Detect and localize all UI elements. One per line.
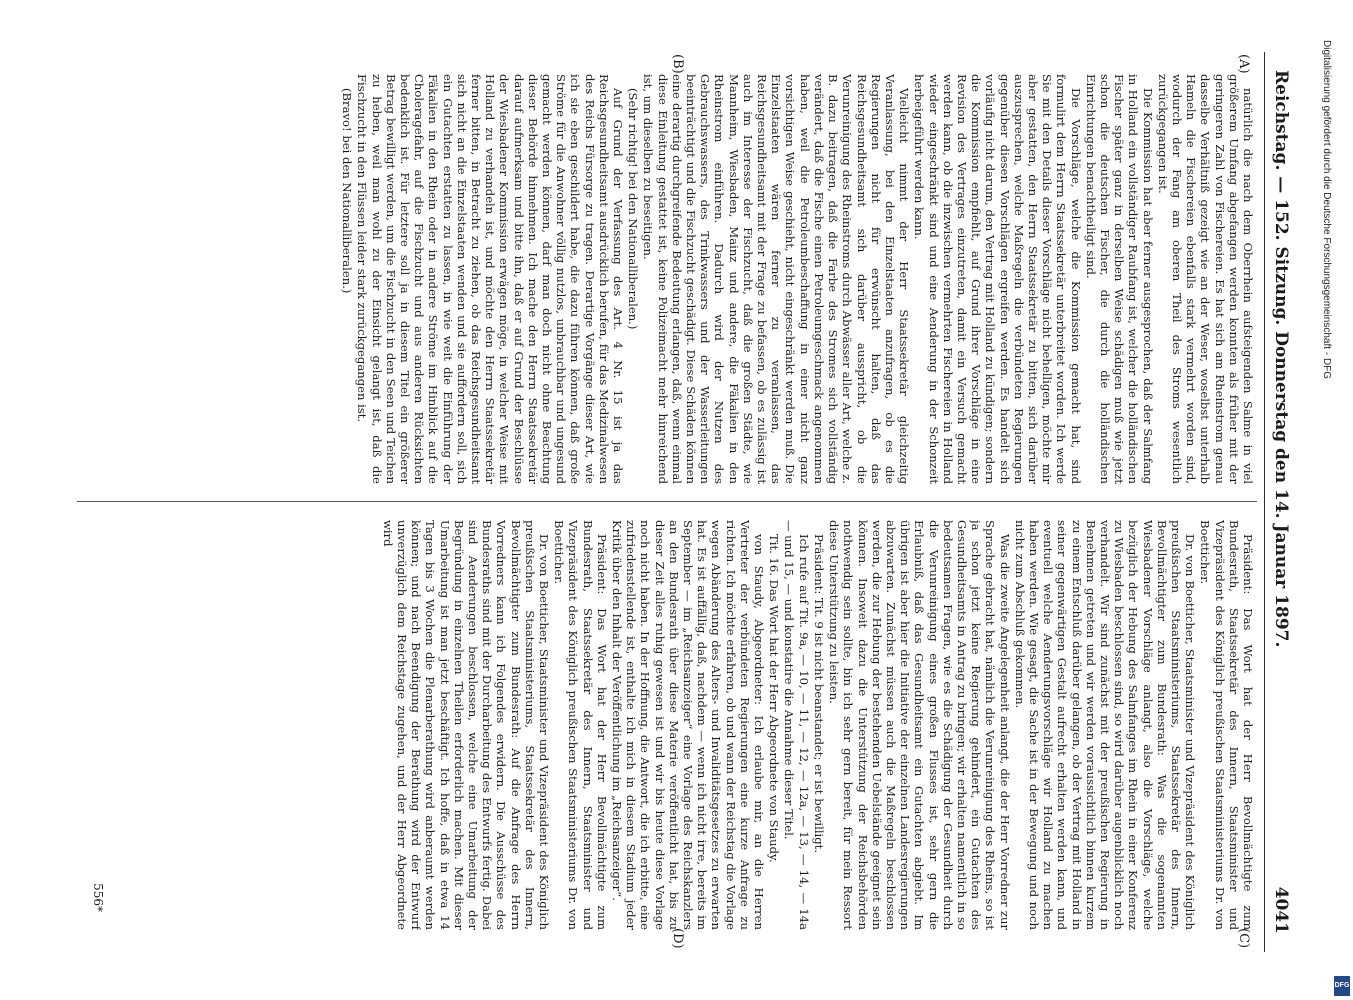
page-signature: 556* [91,883,105,912]
margin-marker-b: (B) [670,54,685,74]
paragraph: Präsident: Tit. 9 ist nicht beanstandet; er ist bewilligt. [811,534,826,854]
header-title: Reichstag. — 152. Sitzung. Donnerstag den 14. Januar 1897. [1271,70,1291,648]
paragraph: (Sehr richtig! bei den Nationalliberalen.) [626,88,641,330]
paragraph: Dr. von Boetticher, Staatsminister und Vizepräsident des Königlich preußischen Staatsministeriums, Staatssekretär des Innern, Bevollmächtigter zum Bundesrath: Was die sogenannten Wiesbadener Vorschläge anlangt, also die Vorschläge, welche bezüglich der Hebung des Salmfanges im Rhein in einer Konferenz zu Wiesbaden beschlossen sind, so wird darüber augenblicklich noch verhandelt. Wir sind zunächst mit der preußischen Regierung in Benehmen getreten und wir werden voraussichtlich binnen kurzem zu einem Entschluß darüber gelangen, ob der Vertrag mit Holland in seiner gegenwärtigen Gestalt aufrecht erhalten werden kann, und eventuell welche Aenderungsvorschläge wir Holland zu machen haben werden. Wie gesagt, die Sache ist in der Bewegung und noch nicht zum Abschluß gekommen. [1012,520,1198,930]
margin-marker-d: (D) [670,928,685,949]
paragraph: Ich rufe auf Tit. 9a, — 10, — 11, — 12, — 12a, — 13, — 14, — 14a — und 15, — und konstatire die Annahme dieser Titel. [782,520,811,930]
margin-marker-a: (A) [1236,54,1251,74]
paragraph: Präsident: Das Wort hat der Herr Bevollmächtigte zum Bundesrath, Staatssekretär des Innern, Staatsminister und Vizepräsident des Königlich preußischen Staatsministeriums Dr. von Boetticher. [1198,520,1255,930]
paragraph: von Staudy, Abgeordneter: Ich erlaube mir, an die Herren Vertreter der verbündeten Regierungen eine kurze Anfrage zu richten. Ich möchte erfahren, ob und wann der Reichstag die Vorlage wegen Abänderung des Alters- und Invaliditätsgesetzes zu erwarten hat. Es ist auffällig, daß, nachdem — wenn ich nicht irre, bereits im September — im „Reichsanzeiger“ eine Vorlage des Reichskanzlers an den Bundesrath über diese Materie veröffentlicht hat, bis zu dieser Zeit alles ruhig gewesen ist und wir bis heute diese Vorlage noch nicht haben. In der Hoffnung, die Antwort, die ich erbitte, eine zufriedenstellende ist, enthalte ich mich in diesem Stadium jeder Kritik über den Inhalt der Veröffentlichung im „Reichsanzeiger“. [610,520,767,930]
left-column [75,74,1255,484]
rotated-text-block [55,52,1295,952]
paragraph: Dr. von Boetticher, Staatsminister und Vizepräsident des Königlich preußischen Staatsministeriums, Staatssekretär des Innern, Bevollmächtigter zum Bundesrath: Auf die Anfrage des Herrn Vorredners kann ich Folgendes erwidern. Die Ausschüsse des Bundesraths sind mit der Durcharbeitung des Entwurfs fertig. Dabei sind Aenderungen beschlossen, welche eine Umarbeitung der Begründung in einzelnen Theilen erforderlich machen. Mit dieser Umarbeitung ist man jetzt beschäftigt. Ich hoffe, daß in etwa 14 Tagen bis 3 Wochen die Plenarberathung wird anberaumt werden können; und nach Beendigung der Berathung wird der Entwurf unverzüglich dem Reichstage zugehen, und der Herr Abgeordnete wird [380,520,552,930]
paragraph: Was die zweite Angelegenheit anlangt, die der Herr Vorredner zur Sprache gebracht hat, nämlich die Verunreinigung des Rheins, so ist ja schon jetzt keine Regierung gehindert, ein Gutachten des Gesundheitsamts in Antrag zu bringen; wir erhalten namentlich in so bedeutsamen Fragen, wie es die Schädigung der Gesundheit durch die Verunreinigung eines großen Flusses ist, sehr gern die Erlaubniß, daß das Gesundheitsamt ein Gutachten abgiebt. Im übrigen ist aber hier die Initiative der einzelnen Landesregierungen abzuwarten. Zunächst müssen auch die Maßregeln beschlossen werden, die zur Hebung der bestehenden Uebelstände geeignet sein können. Insoweit dazu die Unterstützung der Reichsbehörden nothwendig sein sollte, bin ich sehr gern bereit, für mein Ressort diese Unterstützung zu leisten. [827,520,1012,930]
paragraph: (Bravo! bei den Nationalliberalen.) [340,88,355,294]
right-column [75,520,1255,930]
column-divider [77,501,1257,502]
paragraph: Präsident: Das Wort hat der Herr Bevollmächtigte zum Bundesrath, Staatssekretär des Innern, Staatsminister und Vizepräsident des Königlich preußischen Staatsministeriums Dr. von Boetticher. [552,520,609,930]
paragraph: Die Kommission hat aber ferner ausgesprochen, daß der Salmfang in Holland ein vollständiger Raubfang ist, welcher die holländischen Fischer später ganz in derselben Weise schädigen muß wie jetzt schon die deutschen Fischer, die durch die holländischen Einrichtungen benachtheiligt sind. [1083,74,1155,484]
paragraph: Auf Grund der Verfassung des Art. 4 Nr. 15 ist ja das Reichsgesundheitsamt ausdrücklich berufen, für das Medizinalwesen des Reichs Fürsorge zu tragen. Derartige Vorgänge dieser Art, wie ich sie eben geschildert habe, die dazu führen können, daß große Ströme für die Anwohner völlig nutzlos, unbrauchbar und ungesund gemacht werden können, darf man doch nicht ohne Beachtung dieser Behörde hinnehmen. Ich mache den Herrn Staatssekretär darauf aufmerksam und bitte ihn, daß er auf Grund der Beschlüsse der Wiesbadener Kommission erwägen möge, in welcher Weise mit Holland zu verhandeln ist, und möchte den Herrn Staatssekretär ferner bitten, in Betracht zu ziehen, ob das Reichsgesundheitsamt sich nicht an die Einzelstaaten wenden und sie auffordern soll, sich ein Gutachten erstatten zu lassen, in wie weit die Einführung der Fäkalien in den Rhein oder in andere Ströme im Hinblick auf die Choleragefahr, auf die Fischzucht und aus anderen Rücksichten bedenklich ist. Für letztere soll ja in diesem Titel ein größerer Betrag bewilligt werden, um die Fischzucht in den Seen und Teichen zu heben, weil man wohl zu der Einsicht gelangt ist, daß die Fischzucht in den Flüssen leider stark zurückgegangen ist. [355,74,626,484]
page-header [1264,52,1295,952]
paragraph: Tit. 16. Das Wort hat der Herr Abgeordnete von Staudy. [767,534,782,863]
margin-marker-c: (C) [1236,928,1251,949]
paragraph: Vielleicht nimmt der Herr Staatssekretär gleichzeitig Veranlassung, bei den Einzelstaaten anzufragen, ob es die Regierungen nicht für erwünscht halten, daß das Reichsgesundheitsamt sich darüber ausspricht, ob die Verunreinigung des Rheinstroms durch Abwässer aller Art, welche z. B. dazu beitragen, daß die Farbe des Stromes sich vollständig verändert, daß die Fische einen Petroleumgeschmack angenommen haben, weil die Petroleumbeschaffung in einer nicht ganz vorsichtigen Weise geschieht, nicht eingeschränkt werden muß. Die Einzelstaaten wären ferner zu veranlassen, das Reichsgesundheitsamt mit der Frage zu befassen, ob es zulässig ist auch im Interesse der Fischzucht, daß die großen Städte, wie Mannheim, Wiesbaden, Mainz und andere, die Fäkalien in den Rheinstrom einführen. Dadurch wird der Nutzen des Gebrauchswassers, des Trinkwassers und der Wasserleitungen beeinträchtigt und die Fischzucht geschädigt. Diese Schäden können eine derartig durchgreifende Bedeutung erlangen, daß, wenn einmal diese Einleitung gestattet ist, keine Polizeimacht mehr hinreichend ist, um dieselben zu beseitigen. [641,74,912,484]
digitization-credit: Digitalisierung gefördert durch die Deutsche Forschungsgemeinschaft - DFG [1321,40,1332,380]
page-number: 4041 [1271,886,1291,934]
dfg-logo: DFG [1334,976,1350,996]
paragraph: Die Vorschläge, welche die Kommission gemacht hat, sind formulirt dem Herrn Staatssekretär unterbreitet worden. Ich werde Sie mit den Details dieser Vorschläge nicht behelligen, möchte mir aber gestatten, den Herrn Staatssekretär zu bitten, sich darüber auszusprechen, welche Maßregeln die verbündeten Regierungen gegenüber diesen Vorschlägen ergreifen werden. Es handelt sich vorläufig nicht darum, den Vertrag mit Holland zu kündigen; sondern die Kommission empfiehlt, auf Grund ihrer Vorschläge in eine Revision des Vertrages einzutreten, damit ein Versuch gemacht werden kann, ob die inzwischen vermehrten Fischereien in Holland wieder eingeschränkt sind und eine Aenderung in der Schonzeit herbeigeführt werden kann. [912,74,1083,484]
paragraph: natürlich die nach dem Oberrhein aufsteigenden Salme in viel größerem Umfang abgefangen werden konnten als früher mit der geringeren Zahl von Fischereien. Es hat sich am Rheinstrom genau dasselbe Verhältniß gezeigt wie an der Weser, woselbst unterhalb Hameln die Fischereien ebenfalls stark vermehrt worden sind, wodurch der Fang am oberen Theil des Stroms wesentlich zurückgegangen ist. [1155,74,1255,484]
